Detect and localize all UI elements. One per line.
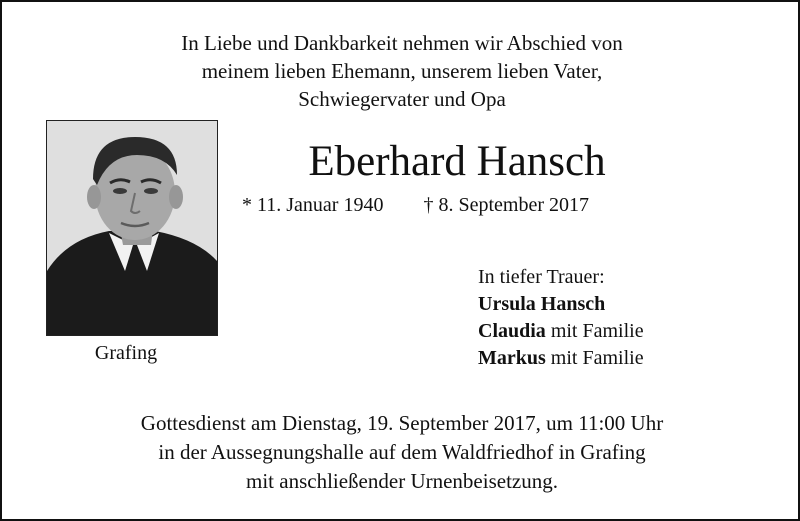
intro-line: Schwiegervater und Opa — [298, 87, 506, 111]
place-of-residence: Grafing — [94, 342, 158, 364]
death-date: † 8. September 2017 — [423, 194, 589, 216]
mourner-row — [478, 318, 644, 345]
intro-line: In Liebe und Dankbarkeit nehmen wir Abschied von — [181, 31, 623, 55]
mourner-suffix: mit Familie — [545, 347, 644, 369]
deceased-name: Eberhard Hansch — [308, 138, 606, 185]
intro-text — [2, 29, 800, 113]
mourner-name: Markus — [478, 347, 546, 369]
life-dates — [242, 194, 589, 217]
portrait-photo — [46, 120, 218, 336]
mourner-row — [478, 291, 644, 318]
service-info — [2, 409, 800, 496]
mourner-name: Ursula Hansch — [478, 293, 606, 315]
portrait-image — [47, 121, 217, 335]
mourning-heading: In tiefer Trauer: — [478, 266, 605, 288]
intro-line: meinem lieben Ehemann, unserem lieben Vater, — [201, 59, 603, 83]
birth-date: * 11. Januar 1940 — [242, 194, 384, 216]
mourner-name: Claudia — [478, 320, 546, 342]
mourners-block — [478, 264, 644, 372]
service-line: in der Aussegnungshalle auf dem Waldfriedhof in Grafing — [158, 440, 646, 464]
mourner-row — [478, 345, 644, 372]
mourner-suffix: mit Familie — [545, 320, 644, 342]
service-line: mit anschließender Urnenbeisetzung. — [246, 469, 558, 493]
service-line: Gottesdienst am Dienstag, 19. September 2017, um 11:00 Uhr — [140, 411, 664, 435]
